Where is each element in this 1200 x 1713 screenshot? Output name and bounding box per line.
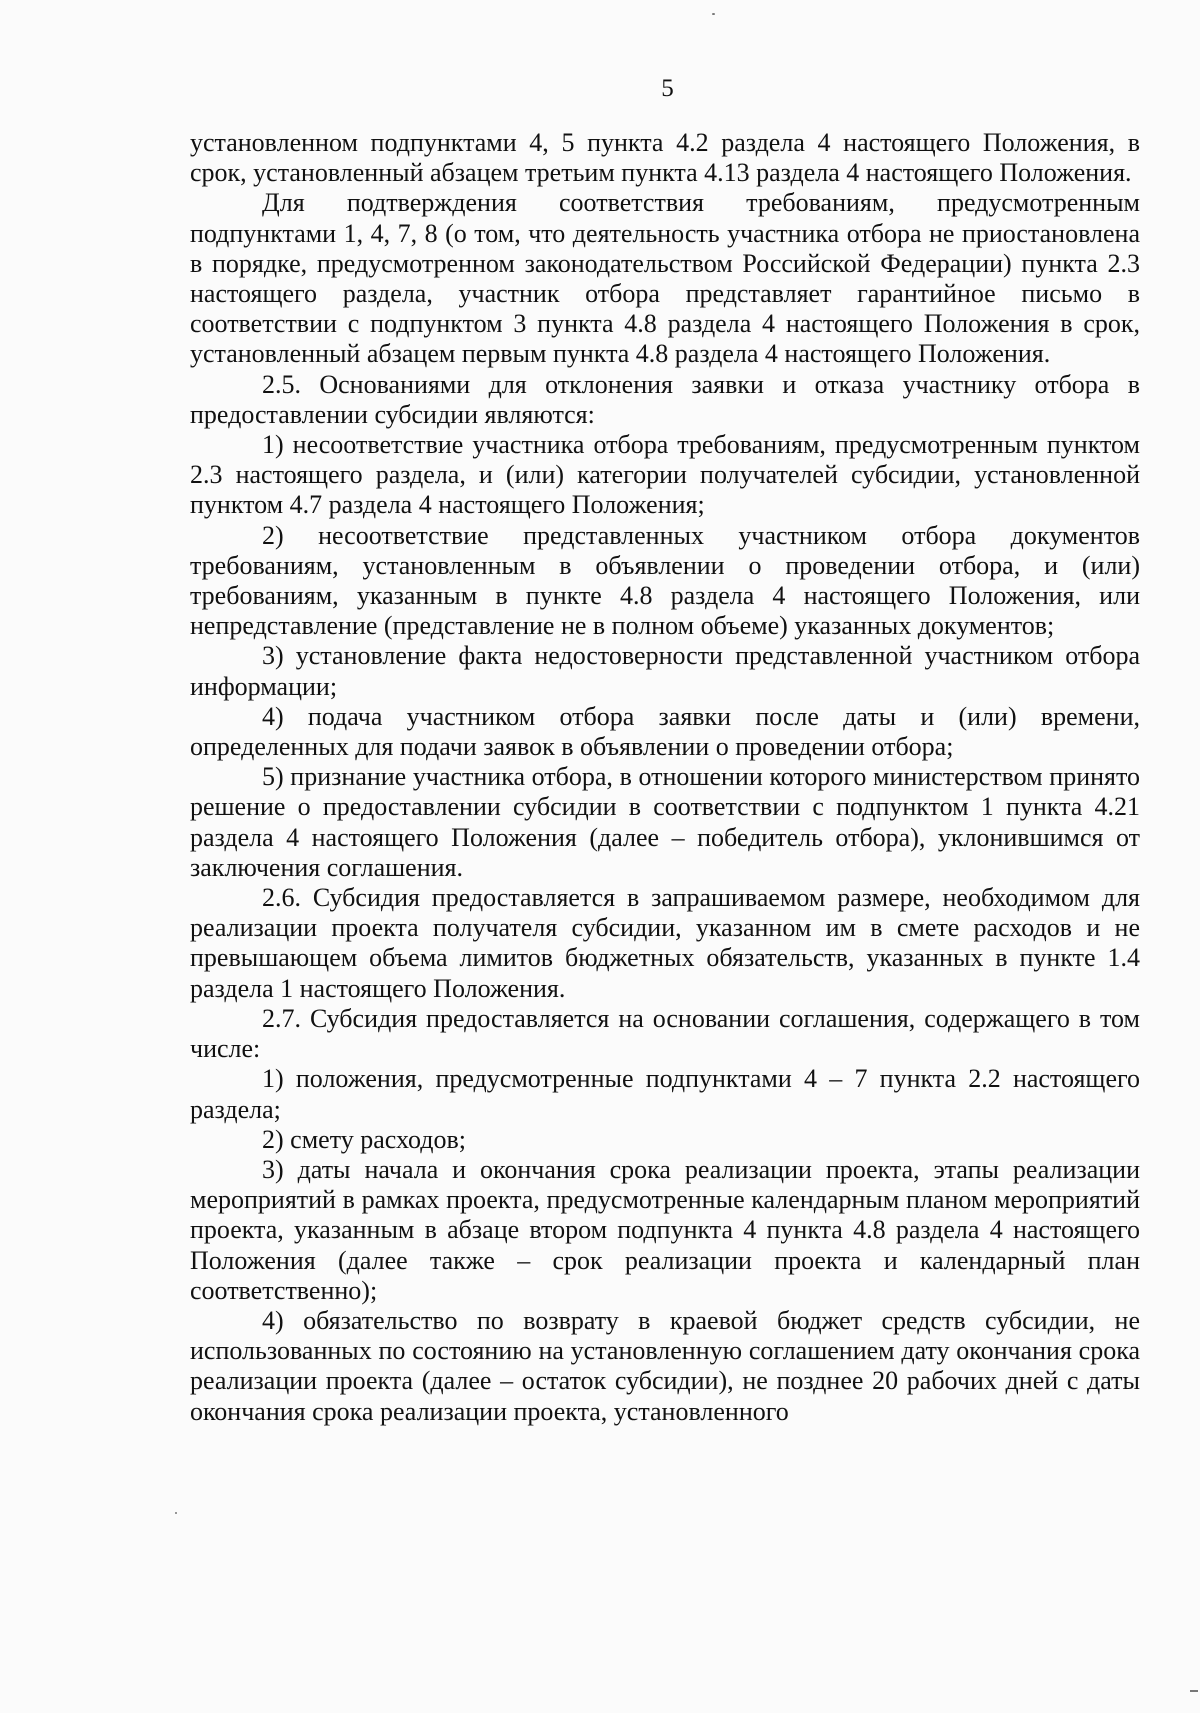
paragraph: 2.5. Основаниями для отклонения заявки и отказа участнику отбора в предоставлении субсидии являются:	[190, 369, 1140, 429]
paragraph: 1) несоответствие участника отбора требованиям, предусмотренным пунктом 2.3 настоящего раздела, и (или) категории получателей субсидии, установленной пунктом 4.7 раздела 4 настоящего Положения;	[190, 430, 1140, 520]
scan-speck	[1190, 1690, 1198, 1692]
paragraph: 1) положения, предусмотренные подпунктами 4 – 7 пункта 2.2 настоящего раздела;	[190, 1064, 1140, 1124]
document-body	[190, 128, 1140, 1427]
paragraph: установленном подпунктами 4, 5 пункта 4.2 раздела 4 настоящего Положения, в срок, установленный абзацем третьим пункта 4.13 раздела 4 настоящего Положения.	[190, 128, 1140, 188]
page-number: 5	[661, 75, 674, 102]
paragraph: 2.7. Субсидия предоставляется на основании соглашения, содержащего в том числе:	[190, 1003, 1140, 1064]
paragraph: 2.6. Субсидия предоставляется в запрашиваемом размере, необходимом для реализации проекта получателя субсидии, указанном им в смете расходов и не превышающем объема лимитов бюджетных обязательств, указанных в пункте 1.4 раздела 1 настоящего Положения.	[190, 883, 1140, 1003]
paragraph: 5) признание участника отбора, в отношении которого министерством принято решение о предоставлении субсидии в соответствии с подпунктом 1 пункта 4.21 раздела 4 настоящего Положения (далее – победитель отбора), уклонившимся от заключения соглашения.	[190, 762, 1140, 882]
paragraph: 4) подача участником отбора заявки после даты и (или) времени, определенных для подачи заявок в объявлении о проведении отбора;	[190, 701, 1140, 762]
paragraph: 2) смету расходов;	[262, 1124, 466, 1154]
paragraph: 3) установление факта недостоверности представленной участником отбора информации;	[190, 641, 1140, 701]
paragraph: 3) даты начала и окончания срока реализации проекта, этапы реализации мероприятий в рамках проекта, предусмотренные календарным планом мероприятий проекта, указанным в абзаце втором подпункта 4 пункта 4.8 раздела 4 настоящего Положения (далее также – срок реализации проекта и календарный план соответственно);	[190, 1154, 1140, 1305]
scan-speck	[175, 1512, 177, 1514]
paragraph: 2) несоответствие представленных участником отбора документов требованиям, установленным в объявлении о проведении отбора, и (или) требованиям, указанным в пункте 4.8 раздела 4 настоящего Положения, или непредставление (представление не в полном объеме) указанных документов;	[190, 520, 1140, 641]
paragraph: 4) обязательство по возврату в краевой бюджет средств субсидии, не использованных по состоянию на установленную соглашением дату окончания срока реализации проекта (далее – остаток субсидии), не позднее 20 рабочих дней с даты окончания срока реализации проекта, установленного	[190, 1305, 1140, 1426]
paragraph: Для подтверждения соответствия требованиям, предусмотренным подпунктами 1, 4, 7, 8 (о том, что деятельность участника отбора не приостановлена в порядке, предусмотренном законодательством Российской Федерации) пункта 2.3 настоящего раздела, участник отбора представляет гарантийное письмо в соответствии с подпунктом 3 пункта 4.8 раздела 4 настоящего Положения в срок, установленный абзацем первым пункта 4.8 раздела 4 настоящего Положения.	[190, 188, 1140, 369]
scan-speck	[712, 13, 715, 15]
